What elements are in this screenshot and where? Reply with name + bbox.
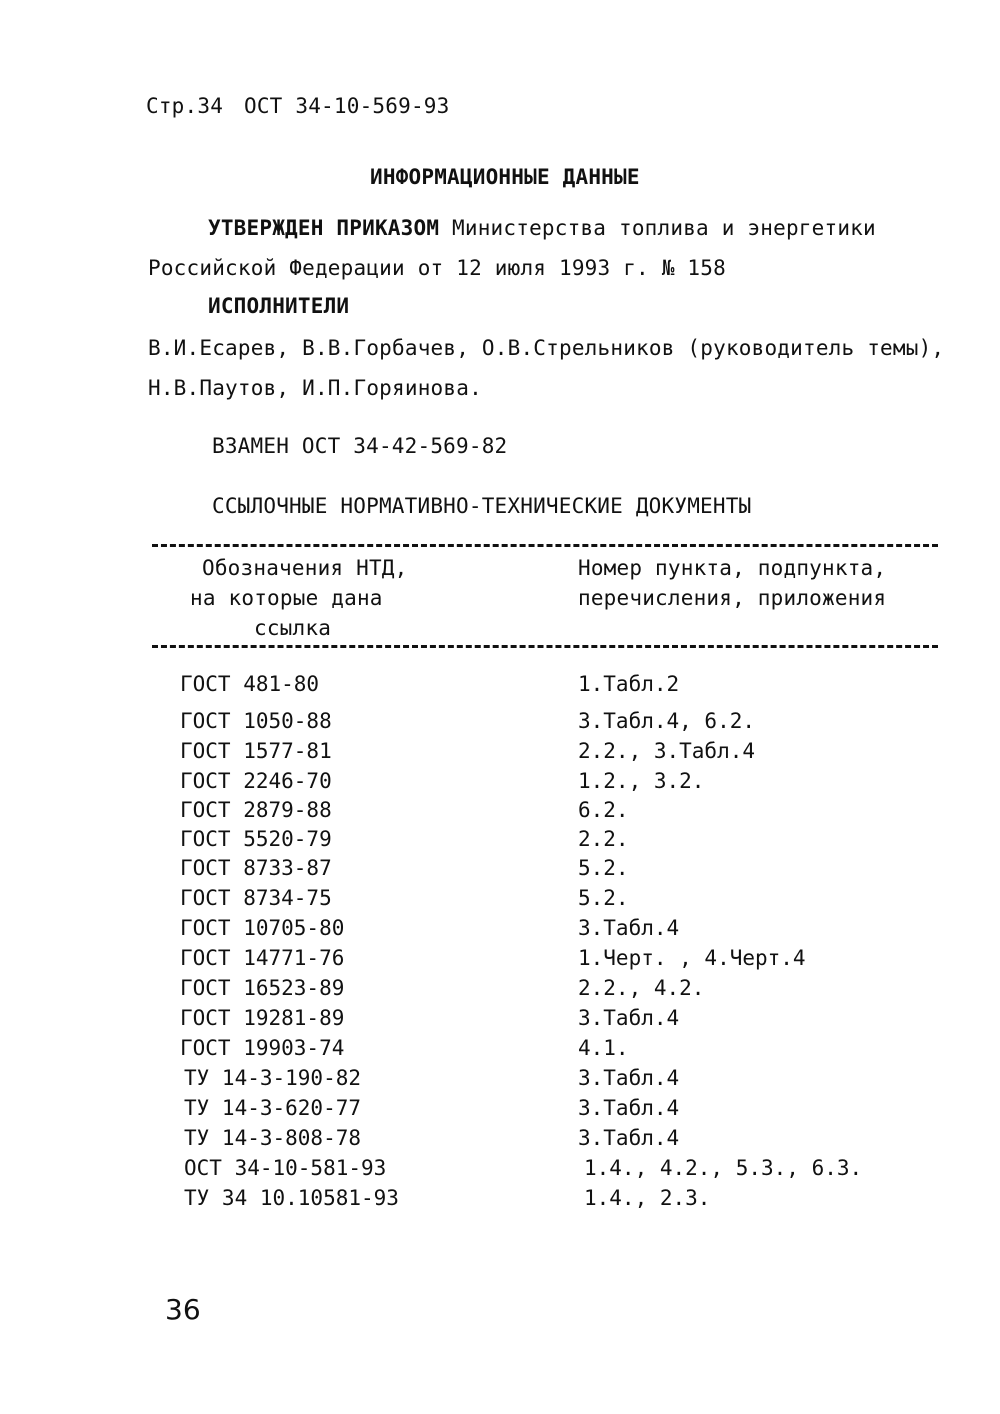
clause-ref: 3.Табл.4 bbox=[578, 1066, 680, 1090]
table-row bbox=[0, 1128, 1000, 1156]
table-row bbox=[0, 800, 1000, 828]
ntd-code: ГОСТ 2246-70 bbox=[180, 769, 332, 793]
handwritten-page-number: 36 bbox=[165, 1293, 201, 1326]
approval-lead: УТВЕРЖДЕН ПРИКАЗОМ bbox=[208, 216, 440, 240]
page-label: Стр.34 bbox=[146, 94, 224, 118]
table-header-rule bbox=[152, 645, 938, 648]
table-row bbox=[0, 674, 1000, 702]
references-heading: ССЫЛОЧНЫЕ НОРМАТИВНО-ТЕХНИЧЕСКИЕ ДОКУМЕНТЫ bbox=[212, 494, 752, 518]
clause-ref: 2.2., 3.Табл.4 bbox=[578, 739, 756, 763]
ntd-code: ГОСТ 1050-88 bbox=[180, 709, 332, 733]
ntd-code: ГОСТ 481-80 bbox=[180, 672, 320, 696]
ntd-code: ГОСТ 1577-81 bbox=[180, 739, 332, 763]
performers-line-1: В.И.Есарев, В.В.Горбачев, О.В.Стрельников (руководитель темы), bbox=[148, 336, 945, 360]
approval-line-2: Российской Федерации от 12 июля 1993 г. № 158 bbox=[148, 256, 726, 280]
clause-ref: 1.4., 2.3. bbox=[584, 1186, 711, 1210]
table-row bbox=[0, 1188, 1000, 1216]
clause-ref: 5.2. bbox=[578, 886, 629, 910]
clause-ref: 1.2., 3.2. bbox=[578, 769, 705, 793]
table-row bbox=[0, 1038, 1000, 1066]
ntd-code: ТУ 14-3-808-78 bbox=[184, 1126, 362, 1150]
table-row bbox=[0, 918, 1000, 946]
col1-header-line-1: Обозначения НТД, bbox=[202, 556, 408, 580]
ntd-code: ТУ 14-3-190-82 bbox=[184, 1066, 362, 1090]
clause-ref: 2.2., 4.2. bbox=[578, 976, 705, 1000]
ntd-code: ГОСТ 16523-89 bbox=[180, 976, 345, 1000]
clause-ref: 2.2. bbox=[578, 827, 629, 851]
table-row bbox=[0, 829, 1000, 857]
col1-header-line-3: ссылка bbox=[254, 616, 332, 640]
performers-line-2: Н.В.Паутов, И.П.Горяинова. bbox=[148, 376, 482, 400]
clause-ref: 1.4., 4.2., 5.3., 6.3. bbox=[584, 1156, 863, 1180]
clause-ref: 3.Табл.4 bbox=[578, 1126, 680, 1150]
ntd-code: ГОСТ 5520-79 bbox=[180, 827, 332, 851]
table-row bbox=[0, 1068, 1000, 1096]
clause-ref: 3.Табл.4, 6.2. bbox=[578, 709, 756, 733]
clause-ref: 1.Черт. , 4.Черт.4 bbox=[578, 946, 806, 970]
clause-ref: 3.Табл.4 bbox=[578, 916, 680, 940]
approval-authority: Министерства топлива и энергетики bbox=[452, 216, 876, 240]
col2-header-line-2: перечисления, приложения bbox=[578, 586, 887, 610]
table-row bbox=[0, 1158, 1000, 1186]
ntd-code: ОСТ 34-10-581-93 bbox=[184, 1156, 387, 1180]
ntd-code: ГОСТ 2879-88 bbox=[180, 798, 332, 822]
table-row bbox=[0, 948, 1000, 976]
table-row bbox=[0, 888, 1000, 916]
approval-line-1 bbox=[208, 218, 876, 239]
ntd-code: ГОСТ 10705-80 bbox=[180, 916, 345, 940]
ntd-code: ГОСТ 19903-74 bbox=[180, 1036, 345, 1060]
table-row bbox=[0, 858, 1000, 886]
replaces-line: ВЗАМЕН ОСТ 34-42-569-82 bbox=[212, 434, 508, 458]
table-top-rule bbox=[152, 544, 938, 547]
clause-ref: 4.1. bbox=[578, 1036, 629, 1060]
table-row bbox=[0, 1008, 1000, 1036]
ntd-code: ТУ 34 10.10581-93 bbox=[184, 1186, 399, 1210]
ntd-code: ГОСТ 8733-87 bbox=[180, 856, 332, 880]
performers-heading: ИСПОЛНИТЕЛИ bbox=[208, 294, 350, 318]
clause-ref: 5.2. bbox=[578, 856, 629, 880]
table-row bbox=[0, 711, 1000, 739]
ntd-code: ГОСТ 19281-89 bbox=[180, 1006, 345, 1030]
table-row bbox=[0, 1098, 1000, 1126]
info-title: ИНФОРМАЦИОННЫЕ ДАННЫЕ bbox=[370, 165, 640, 189]
table-row bbox=[0, 741, 1000, 769]
document-code: ОСТ 34-10-569-93 bbox=[244, 94, 450, 118]
ntd-code: ГОСТ 14771-76 bbox=[180, 946, 345, 970]
clause-ref: 3.Табл.4 bbox=[578, 1096, 680, 1120]
table-row bbox=[0, 771, 1000, 799]
col1-header-line-2: на которые дана bbox=[190, 586, 383, 610]
ntd-code: ТУ 14-3-620-77 bbox=[184, 1096, 362, 1120]
clause-ref: 3.Табл.4 bbox=[578, 1006, 680, 1030]
col2-header-line-1: Номер пункта, подпункта, bbox=[578, 556, 887, 580]
ntd-code: ГОСТ 8734-75 bbox=[180, 886, 332, 910]
table-row bbox=[0, 978, 1000, 1006]
clause-ref: 1.Табл.2 bbox=[578, 672, 680, 696]
clause-ref: 6.2. bbox=[578, 798, 629, 822]
